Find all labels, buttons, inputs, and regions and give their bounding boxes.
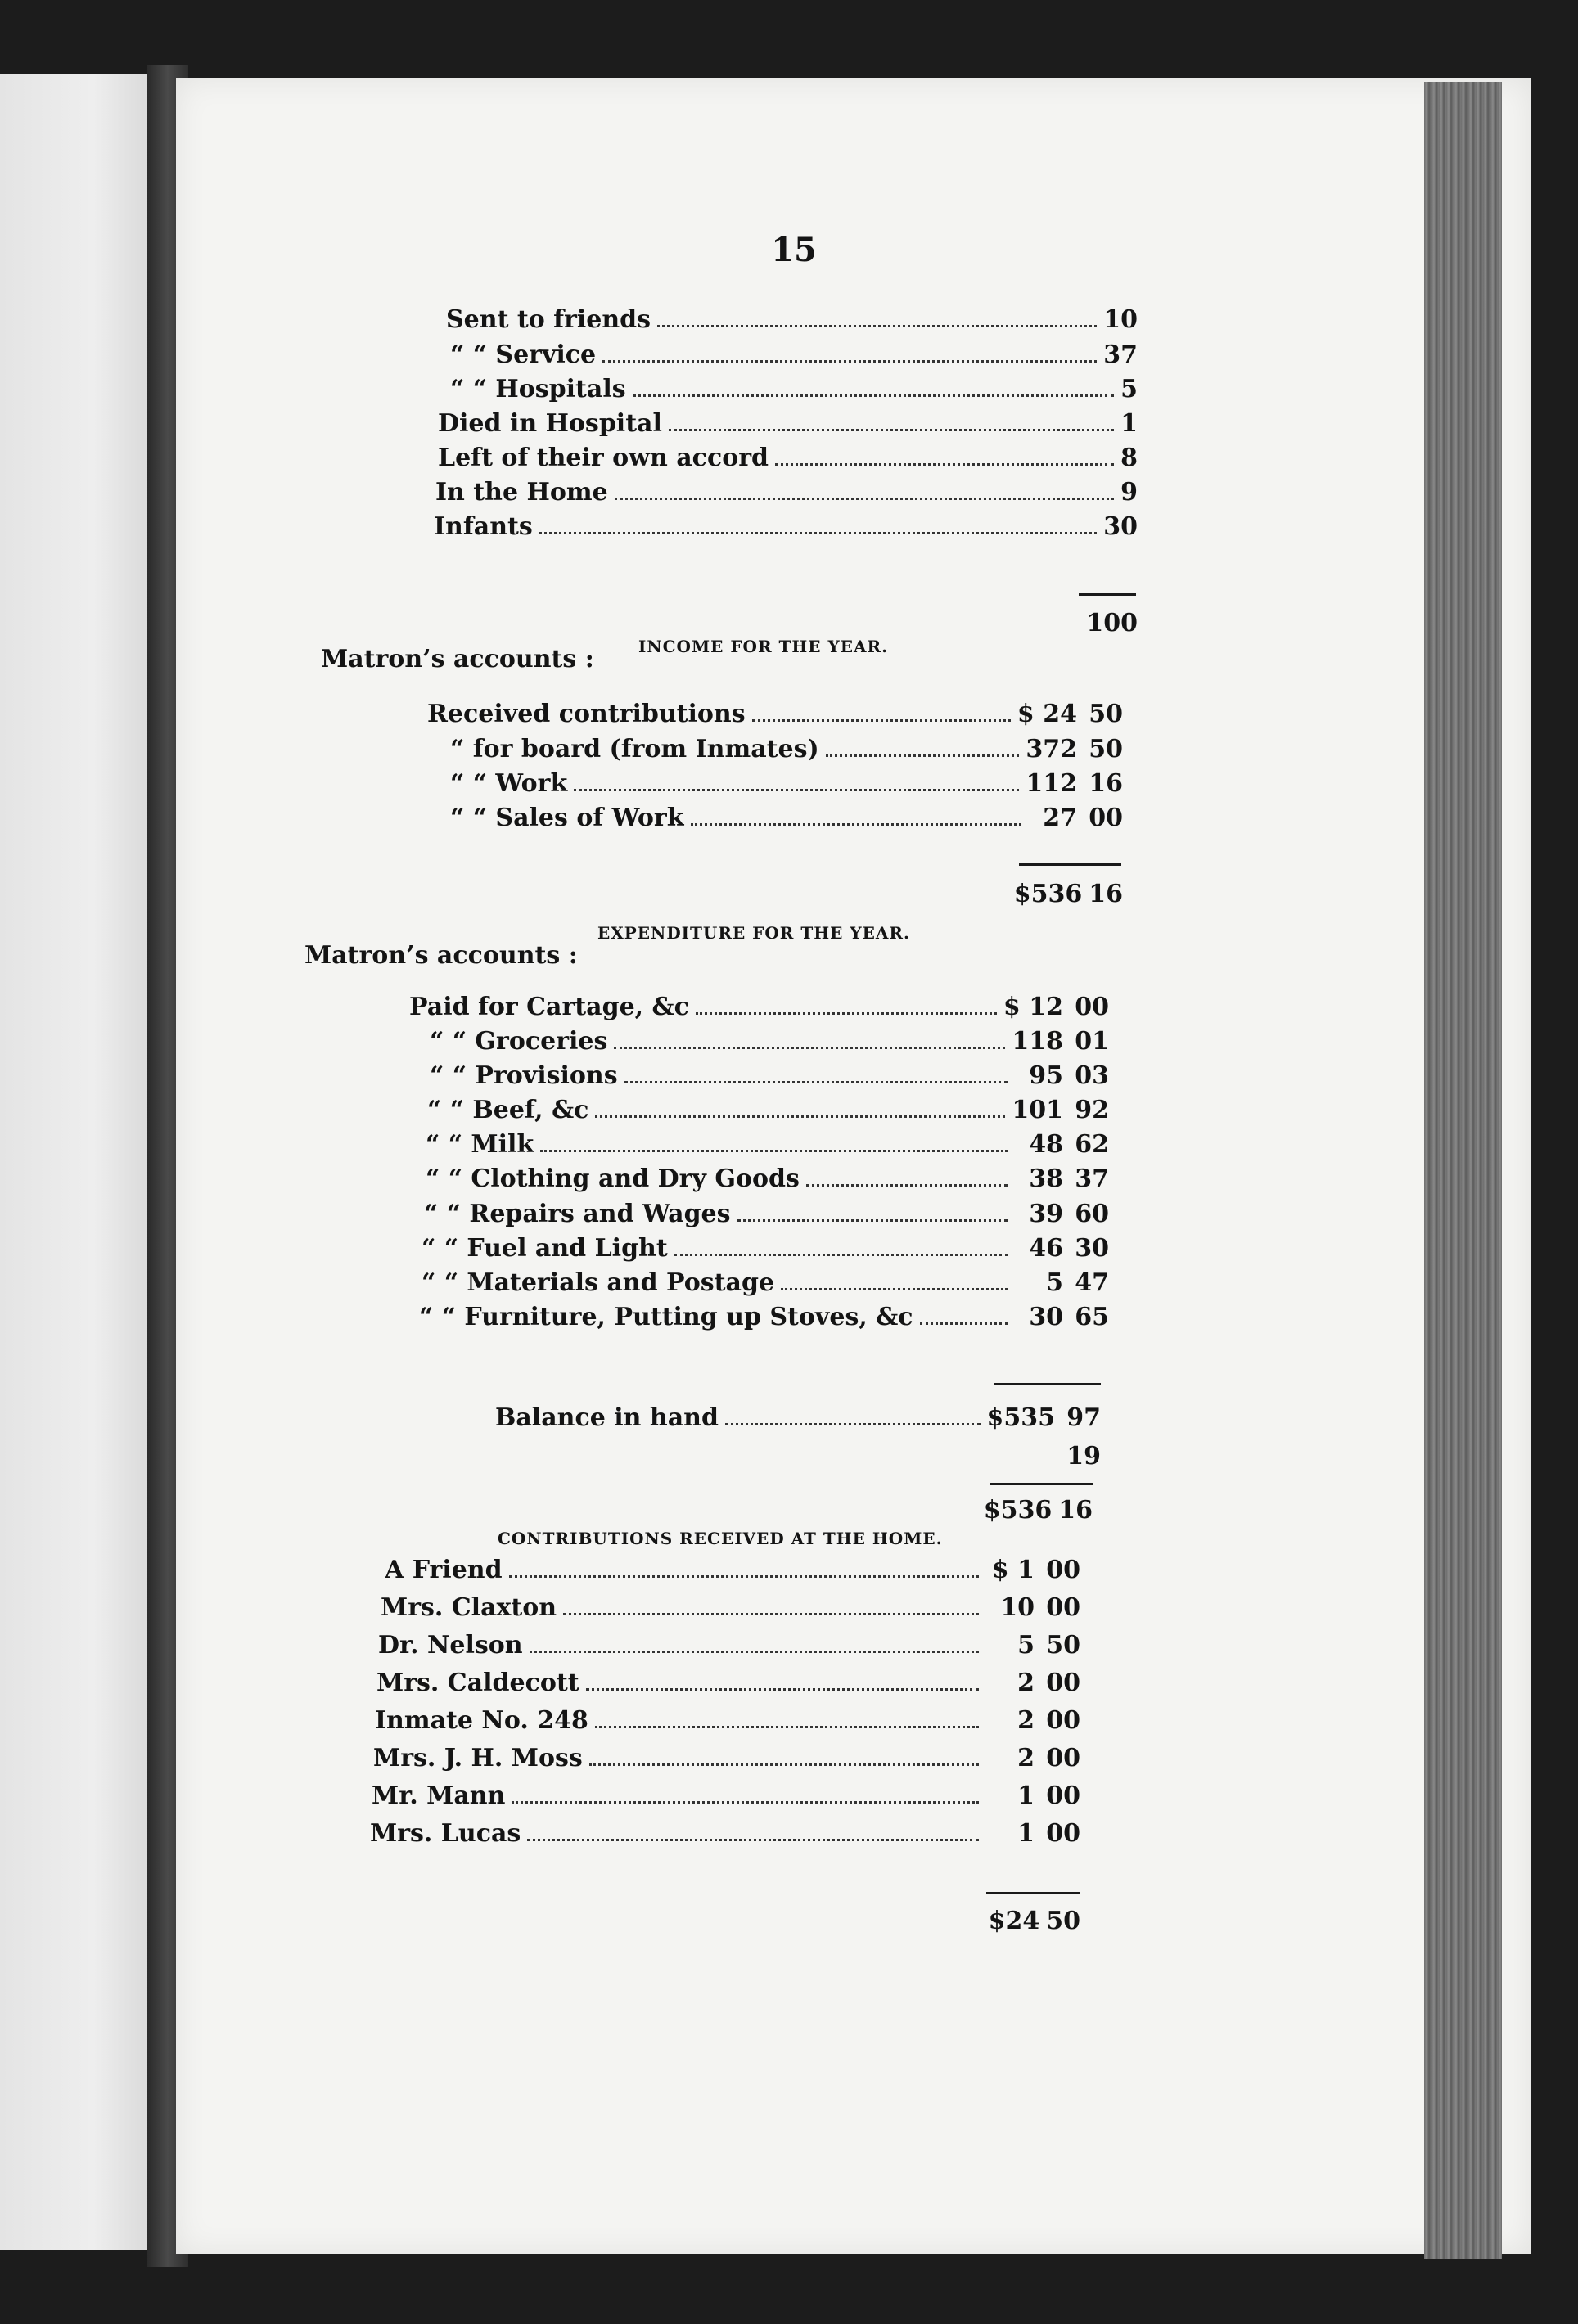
item-label: “ “ Service	[450, 340, 597, 369]
contribution-cents: 50	[1046, 1631, 1080, 1660]
list-item	[373, 1740, 1080, 1772]
section-subheading: Matron’s accounts :	[321, 645, 594, 673]
item-label: Left of their own accord	[438, 444, 769, 472]
row-label: “ “ Work	[450, 769, 568, 798]
contribution-cents: 00	[1046, 1669, 1080, 1697]
row-dollars: 38	[1029, 1164, 1063, 1193]
row-cents: 30	[1075, 1234, 1109, 1263]
table-row	[430, 1023, 1109, 1056]
dot-leader	[669, 429, 1114, 431]
table-row	[422, 1230, 1109, 1263]
total-cents: 16	[1089, 880, 1123, 908]
section-heading: EXPENDITURE FOR THE YEAR.	[597, 923, 910, 943]
contribution-dollars: 2	[1017, 1706, 1035, 1735]
row-dollars: 372	[1026, 735, 1077, 763]
row-cents: 50	[1089, 700, 1123, 728]
item-value: 37	[1103, 340, 1138, 369]
table-row	[426, 1160, 1109, 1193]
row-dollars: 48	[1029, 1130, 1063, 1159]
row-dollars: 112	[1026, 769, 1077, 798]
row-label: “ “ Beef, &c	[427, 1096, 589, 1124]
list-item	[378, 1627, 1080, 1660]
row-dollars: $ 24	[1017, 700, 1077, 728]
item-value: 1	[1120, 409, 1138, 438]
contribution-cents: 00	[1046, 1556, 1080, 1584]
row-cents: 65	[1075, 1303, 1109, 1331]
list-item	[450, 371, 1138, 403]
row-label: Paid for Cartage, &c	[409, 993, 689, 1021]
item-value: 8	[1120, 444, 1138, 472]
list-item	[372, 1777, 1080, 1810]
list-item	[438, 405, 1138, 438]
table-row	[422, 1264, 1109, 1297]
table-row	[427, 1092, 1109, 1124]
dot-leader	[595, 1115, 1005, 1118]
contribution-dollars: 10	[1000, 1593, 1035, 1622]
dot-leader	[595, 1726, 979, 1728]
dot-leader	[602, 360, 1097, 363]
dot-leader	[624, 1081, 1008, 1083]
row-dollars: 5	[1046, 1268, 1063, 1297]
dot-leader	[674, 1254, 1008, 1256]
contributor-name: Mrs. Lucas	[370, 1819, 521, 1848]
row-dollars: 46	[1029, 1234, 1063, 1263]
list-item	[438, 439, 1138, 472]
row-dollars: 30	[1029, 1303, 1063, 1331]
item-label: Sent to friends	[446, 305, 651, 334]
expenditure-subtotal-dollars: $535	[986, 1403, 1055, 1432]
balance-value: 19	[1066, 1442, 1101, 1471]
dot-leader	[752, 719, 1011, 722]
table-row	[450, 731, 1123, 763]
contributor-name: Mrs. Caldecott	[376, 1669, 579, 1697]
dot-leader	[530, 1651, 979, 1653]
dot-leader	[737, 1219, 1008, 1222]
list-item	[385, 1552, 1080, 1584]
list-item	[446, 301, 1138, 334]
dot-leader	[615, 498, 1114, 500]
row-cents: 37	[1075, 1164, 1109, 1193]
table-row	[426, 1126, 1109, 1159]
item-value: 10	[1103, 305, 1138, 334]
dot-leader	[540, 1150, 1008, 1152]
dot-leader	[775, 463, 1114, 466]
dot-leader	[512, 1801, 979, 1804]
contribution-dollars: 1	[1017, 1781, 1035, 1810]
section-heading: CONTRIBUTIONS RECEIVED AT THE HOME.	[498, 1529, 943, 1548]
row-cents: 16	[1089, 769, 1123, 798]
row-dollars: 118	[1012, 1027, 1063, 1056]
contributor-name: Mrs. J. H. Moss	[373, 1744, 583, 1772]
row-cents: 50	[1089, 735, 1123, 763]
row-label: “ “ Furniture, Putting up Stoves, &c	[419, 1303, 913, 1331]
row-cents: 47	[1075, 1268, 1109, 1297]
item-label: Infants	[434, 512, 533, 541]
dot-leader	[574, 789, 1019, 791]
row-cents: 03	[1075, 1061, 1109, 1090]
table-row	[424, 1196, 1109, 1228]
item-value: 9	[1120, 478, 1138, 507]
total-cents: 50	[1046, 1907, 1080, 1935]
total-rule	[1079, 593, 1136, 596]
contribution-dollars: 2	[1017, 1669, 1035, 1697]
dot-leader	[586, 1688, 979, 1691]
dot-leader	[589, 1763, 979, 1766]
contribution-cents: 00	[1046, 1706, 1080, 1735]
contribution-cents: 00	[1046, 1781, 1080, 1810]
contributor-name: Mr. Mann	[372, 1781, 506, 1810]
dot-leader	[826, 754, 1020, 757]
contribution-dollars: $ 1	[991, 1556, 1035, 1584]
total-rule	[990, 1483, 1093, 1485]
row-dollars: 95	[1029, 1061, 1063, 1090]
contribution-cents: 00	[1046, 1744, 1080, 1772]
item-label: Died in Hospital	[438, 409, 662, 438]
total-dollars: $536	[983, 1496, 1053, 1525]
row-label: Received contributions	[427, 700, 746, 728]
total-cents: 16	[1058, 1496, 1093, 1525]
table-row	[450, 799, 1123, 832]
contributor-name: Mrs. Claxton	[381, 1593, 557, 1622]
table-row	[427, 696, 1123, 728]
item-value: 5	[1120, 375, 1138, 403]
dot-leader	[920, 1322, 1008, 1325]
row-cents: 92	[1075, 1096, 1109, 1124]
row-label: “ for board (from Inmates)	[450, 735, 819, 763]
disposal-total: 100	[1086, 609, 1138, 637]
dot-leader	[657, 325, 1097, 327]
dot-leader	[509, 1575, 979, 1578]
row-label: “ “ Repairs and Wages	[424, 1200, 731, 1228]
dot-leader	[725, 1423, 981, 1425]
row-cents: 00	[1075, 993, 1109, 1021]
contribution-cents: 00	[1046, 1593, 1080, 1622]
contribution-dollars: 2	[1017, 1744, 1035, 1772]
contributor-name: Inmate No. 248	[375, 1706, 588, 1735]
contribution-dollars: 5	[1017, 1631, 1035, 1660]
contribution-dollars: 1	[1017, 1819, 1035, 1848]
table-row	[495, 1399, 1101, 1432]
income-total	[982, 880, 1123, 908]
dot-leader	[539, 532, 1098, 534]
dot-leader	[633, 394, 1115, 397]
row-label: “ “ Materials and Postage	[422, 1268, 775, 1297]
section-subheading: Matron’s accounts :	[304, 941, 578, 970]
total-rule	[1019, 863, 1121, 866]
list-item	[376, 1664, 1080, 1697]
dot-leader	[563, 1613, 979, 1615]
row-dollars: 27	[1043, 804, 1077, 832]
row-dollars: $ 12	[1003, 993, 1063, 1021]
list-item	[434, 508, 1138, 541]
dot-leader	[527, 1839, 979, 1841]
row-cents: 62	[1075, 1130, 1109, 1159]
table-row	[409, 989, 1109, 1021]
total-dollars: $536	[1013, 880, 1083, 908]
dot-leader	[691, 823, 1021, 826]
row-cents: 01	[1075, 1027, 1109, 1056]
row-label: Balance in hand	[495, 1403, 719, 1432]
list-item	[370, 1815, 1080, 1848]
list-item	[375, 1702, 1080, 1735]
expenditure-subtotal-cents: 97	[1066, 1403, 1101, 1432]
dot-leader	[614, 1047, 1005, 1049]
row-dollars: 39	[1029, 1200, 1063, 1228]
page-number: 15	[771, 231, 817, 269]
section-heading: INCOME FOR THE YEAR.	[638, 637, 889, 656]
contribution-cents: 00	[1046, 1819, 1080, 1848]
row-label: “ “ Provisions	[430, 1061, 618, 1090]
dot-leader	[696, 1012, 997, 1015]
dot-leader	[781, 1288, 1008, 1290]
contributor-name: A Friend	[385, 1556, 503, 1584]
table-row	[450, 765, 1123, 798]
total-dollars: $24	[988, 1907, 1040, 1935]
contributor-name: Dr. Nelson	[378, 1631, 523, 1660]
dot-leader	[806, 1184, 1008, 1187]
total-rule	[994, 1383, 1101, 1385]
row-label: “ “ Sales of Work	[450, 804, 684, 832]
row-cents: 00	[1089, 804, 1123, 832]
list-item	[381, 1589, 1080, 1622]
expenditure-total	[962, 1496, 1093, 1525]
total-rule	[986, 1892, 1080, 1894]
contributions-total	[954, 1907, 1080, 1935]
row-label: “ “ Milk	[426, 1130, 534, 1159]
row-cents: 60	[1075, 1200, 1109, 1228]
list-item	[435, 474, 1138, 507]
row-label: “ “ Groceries	[430, 1027, 608, 1056]
row-label: “ “ Fuel and Light	[422, 1234, 668, 1263]
item-label: In the Home	[435, 478, 608, 507]
row-label: “ “ Clothing and Dry Goods	[426, 1164, 800, 1193]
list-item	[450, 336, 1138, 369]
item-label: “ “ Hospitals	[450, 375, 626, 403]
item-value: 30	[1103, 512, 1138, 541]
row-dollars: 101	[1012, 1096, 1063, 1124]
table-row	[430, 1057, 1109, 1090]
table-row	[419, 1299, 1109, 1331]
